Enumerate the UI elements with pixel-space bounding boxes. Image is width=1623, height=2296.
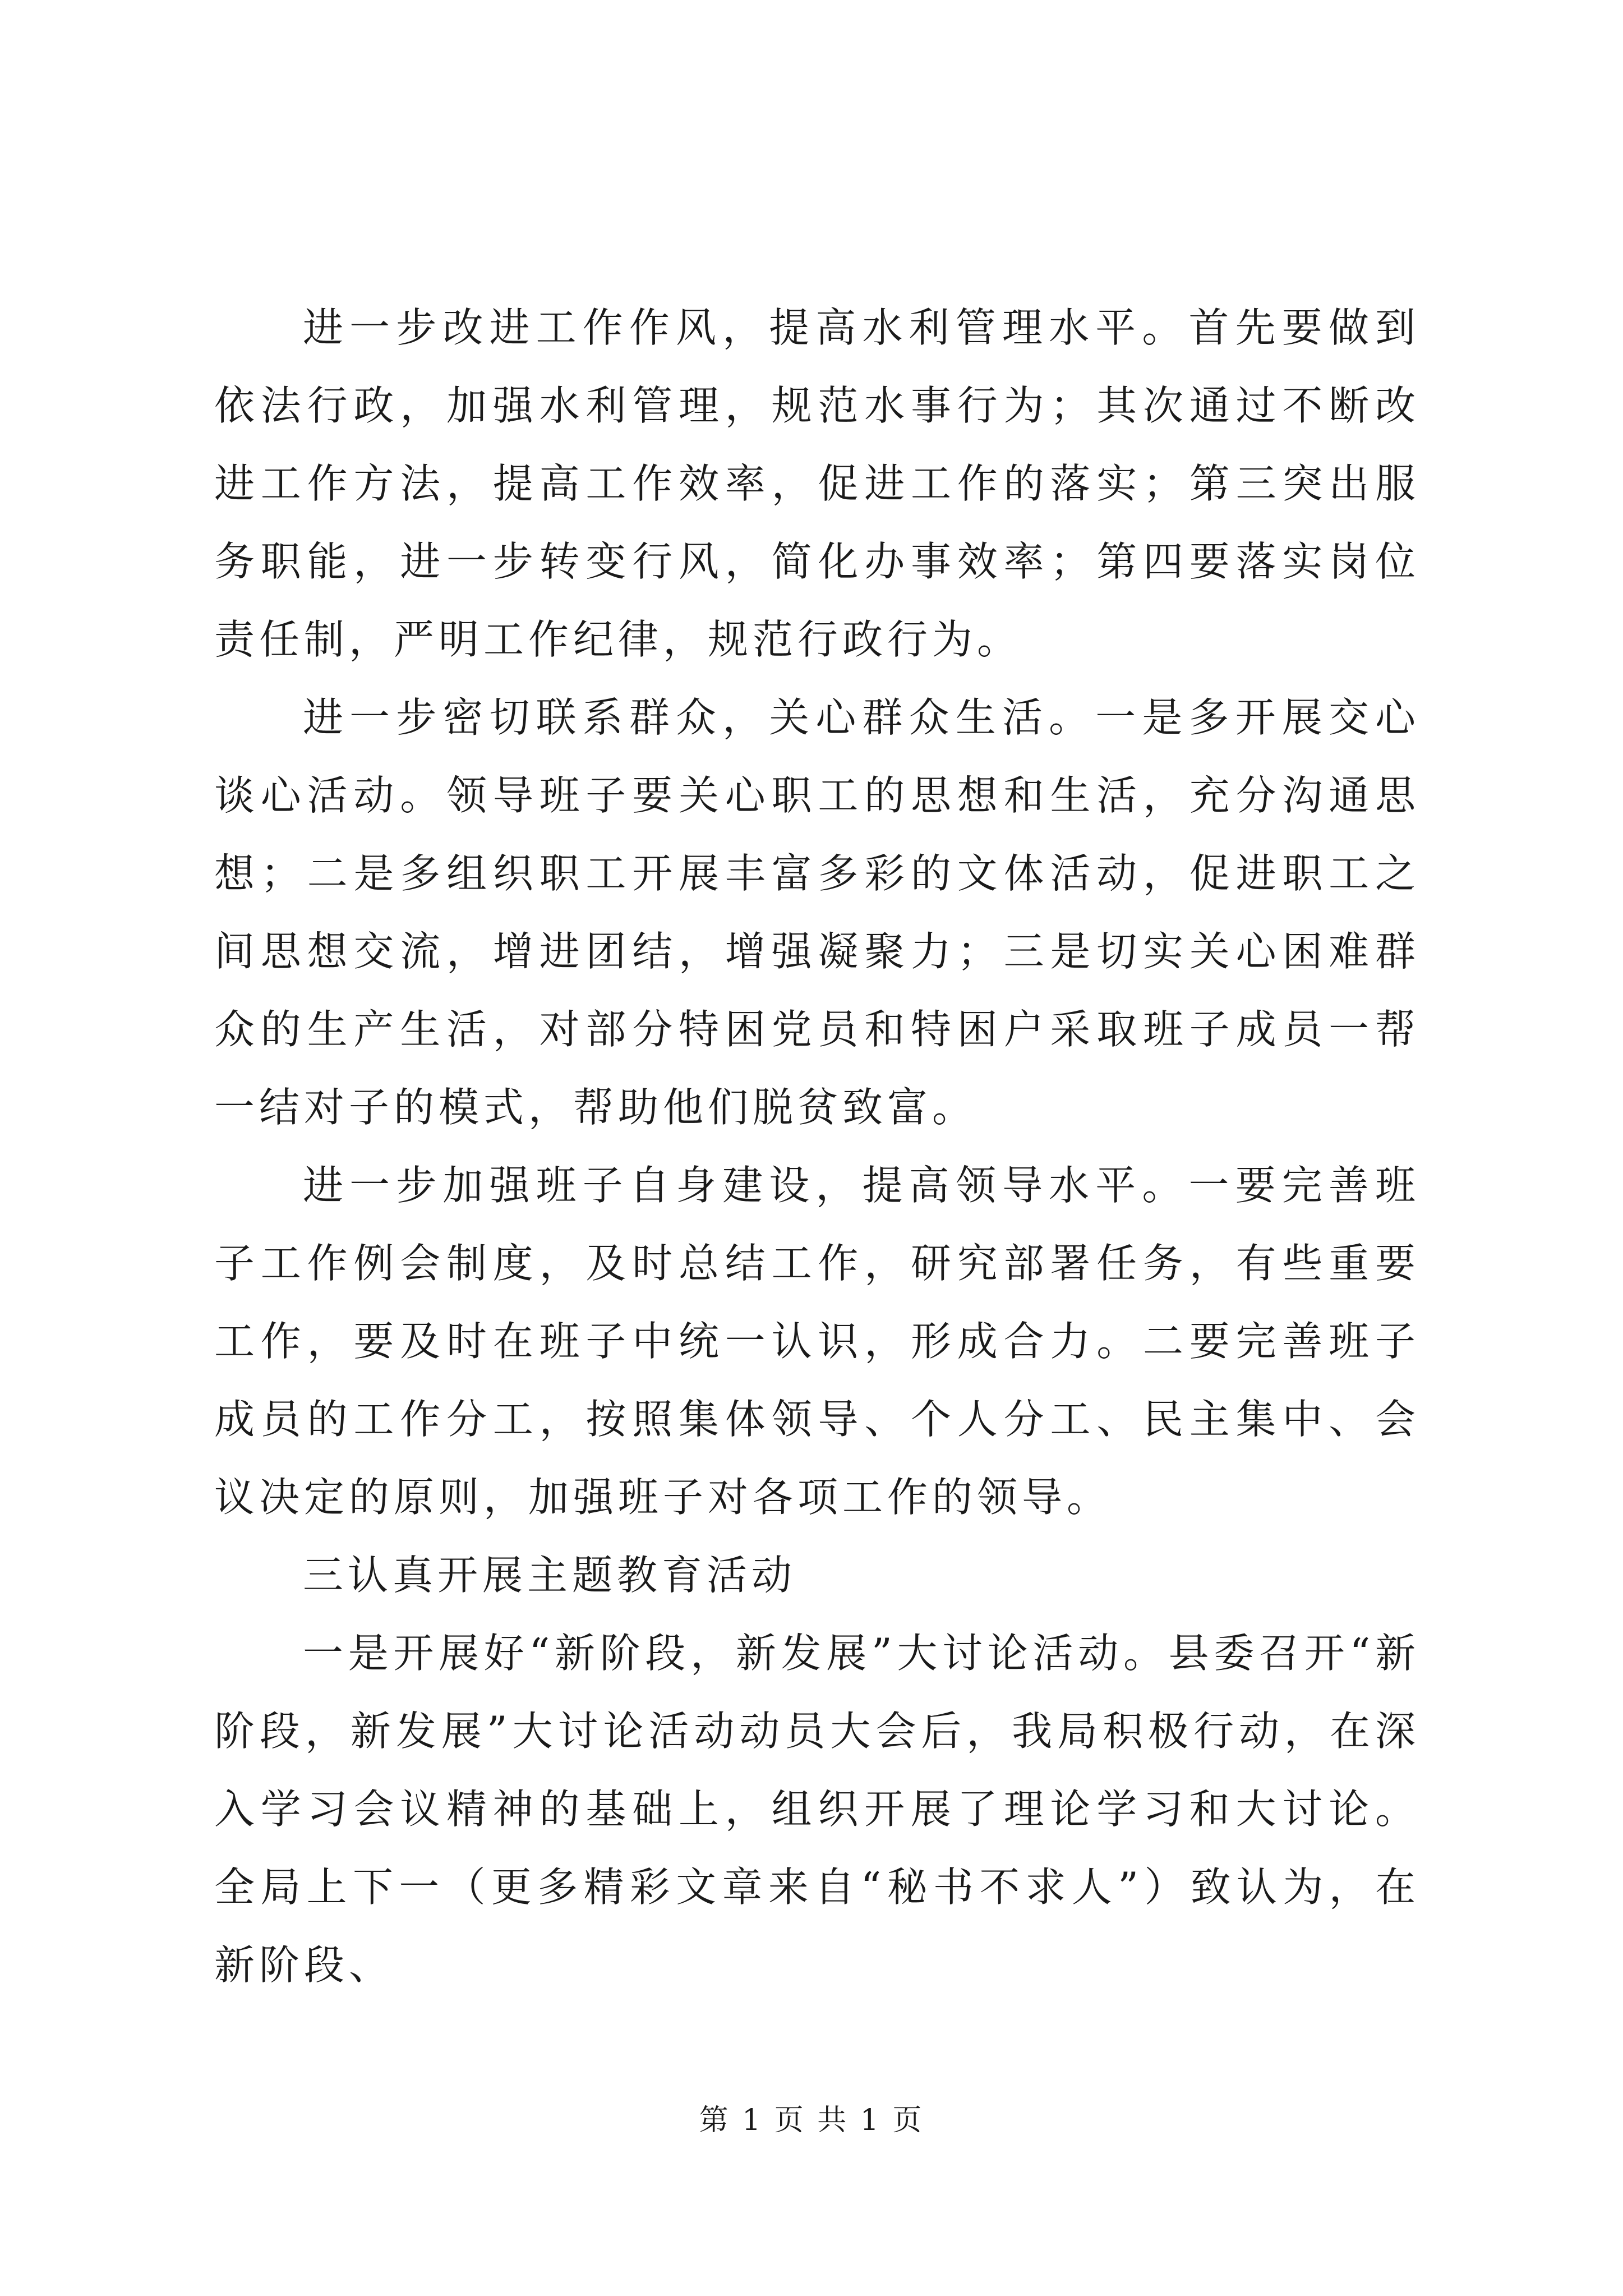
document-body bbox=[214, 289, 1420, 2004]
paragraph-theme-education: 一是开展好“新阶段，新发展”大讨论活动。县委召开“新阶段，新发展”大讨论活动动员大会后，我局积极行动，在深入学习会议精神的基础上，组织开展了理论学习和大讨论。全局上下一（更多精彩文章来自“秘书不求人”）致认为，在新阶段、 bbox=[214, 1630, 1420, 1989]
page-number-footer: 第 1 页 共 1 页 bbox=[699, 2104, 924, 2137]
paragraph-mass-contact: 进一步密切联系群众，关心群众生活。一是多开展交心谈心活动。领导班子要关心职工的思想和生活，充分沟通思想；二是多组织职工开展丰富多彩的文体活动，促进职工之间思想交流，增进团结，增强凝聚力；三是切实关心困难群众的生产生活，对部分特困党员和特困户采取班子成员一帮一结对子的模式，帮助他们脱贫致富。 bbox=[214, 694, 1420, 1131]
paragraph-team-building: 进一步加强班子自身建设，提高领导水平。一要完善班子工作例会制度，及时总结工作，研究部署任务，有些重要工作，要及时在班子中统一认识，形成合力。二要完善班子成员的工作分工，按照集体领导、个人分工、民主集中、会议决定的原则，加强班子对各项工作的领导。 bbox=[214, 1162, 1420, 1521]
section-heading: 三认真开展主题教育活动 bbox=[303, 1552, 797, 1599]
paragraph-work-style: 进一步改进工作作风，提高水利管理水平。首先要做到依法行政，加强水利管理，规范水事行为；其次通过不断改进工作方法，提高工作效率，促进工作的落实；第三突出服务职能，进一步转变行风，简化办事效率；第四要落实岗位责任制，严明工作纪律，规范行政行为。 bbox=[214, 304, 1420, 663]
